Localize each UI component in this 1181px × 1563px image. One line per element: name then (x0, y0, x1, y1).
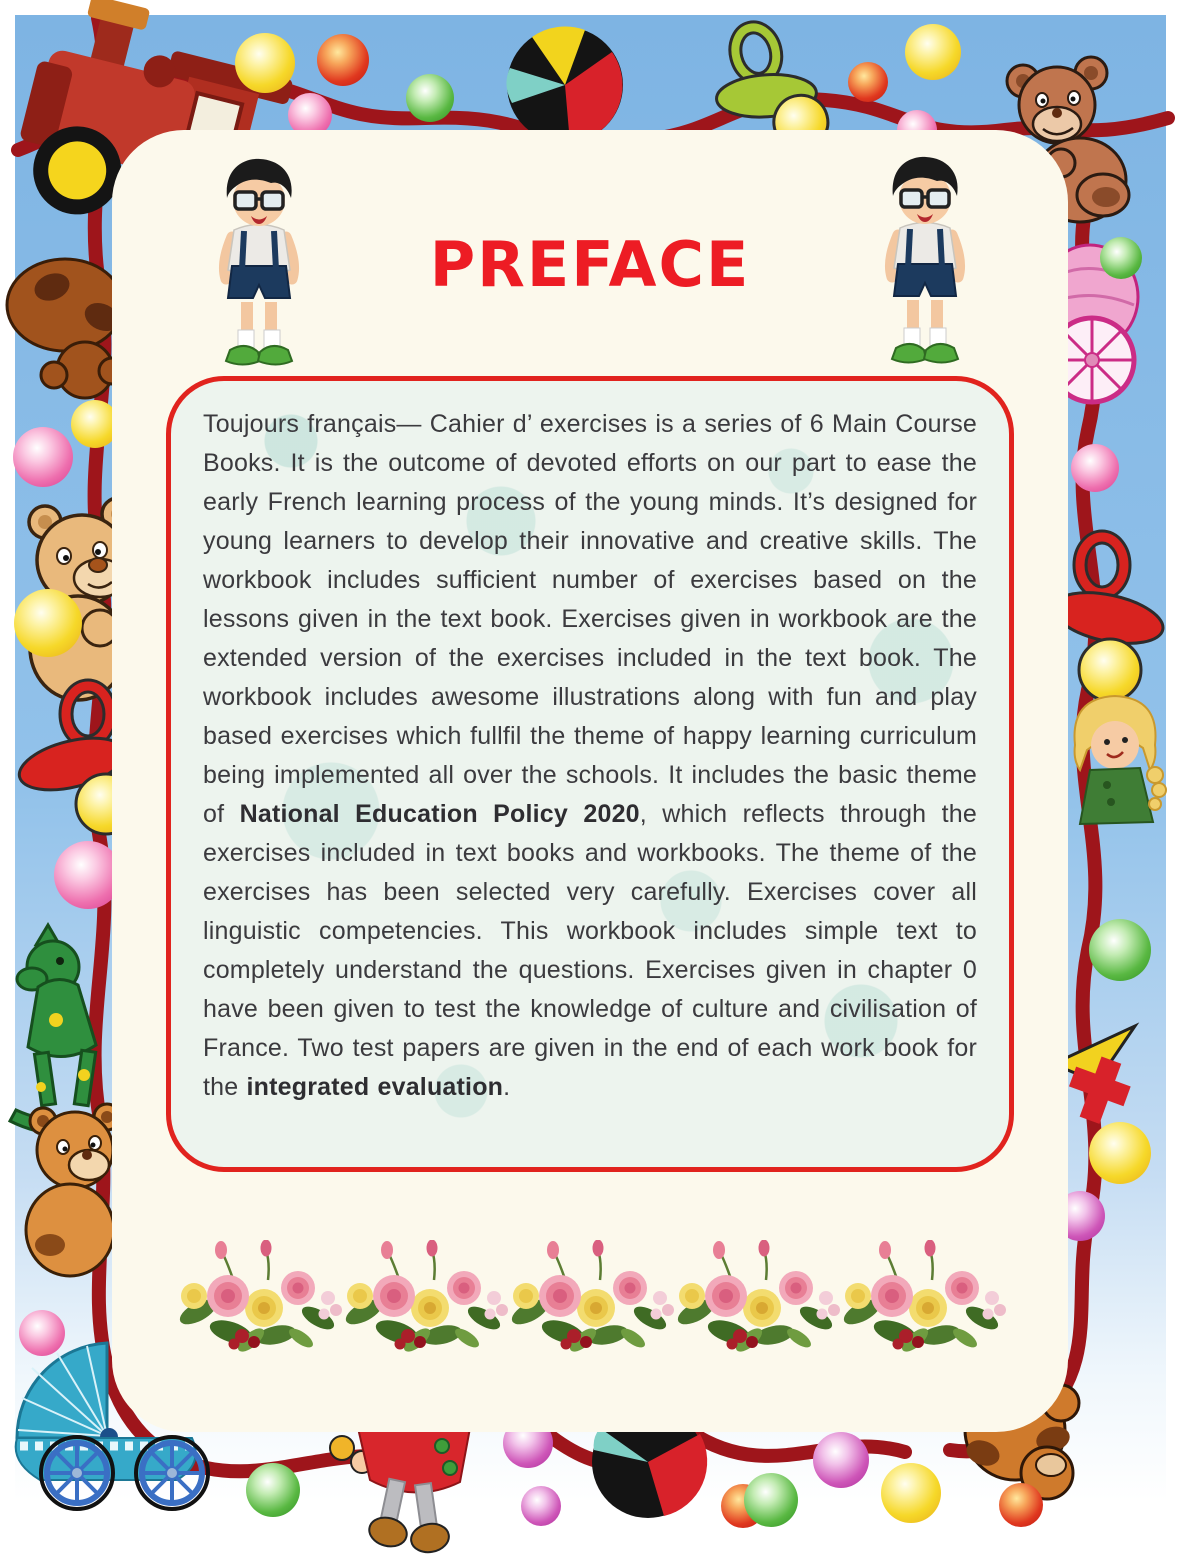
preface-text-box (166, 376, 1014, 1172)
page-title: PREFACE (429, 228, 751, 301)
floral-divider (176, 1240, 1006, 1352)
preface-paragraph: Toujours français— Cahier d’ exercises is a series of 6 Main Course Books. It is the outcome of devoted efforts on our part to ease the early French learning process of the young minds. It’s designed for young learners to develop their innovative and creative skills. The workbook includes sufficient number of exercises based on the lessons given in the text book. Exercises given in workbook are the extended version of the exercises included in the text book. The workbook includes awesome illustrations along with fun and play based exercises which fullfil the theme of happy learning curriculum being implemented all over the schools. It includes the basic theme of National Education Policy 2020, which reflects through the exercises included in text books and workbooks. The theme of the exercises has been selected very carefully. Exercises cover all linguistic competencies. This workbook includes simple text to completely understand the questions. Exercises given in chapter 0 have been given to test the knowledge of culture and civilisation of France. Two test papers are given in the end of each work book for the integrated evaluation. (203, 410, 977, 1101)
content-card (112, 130, 1068, 1432)
